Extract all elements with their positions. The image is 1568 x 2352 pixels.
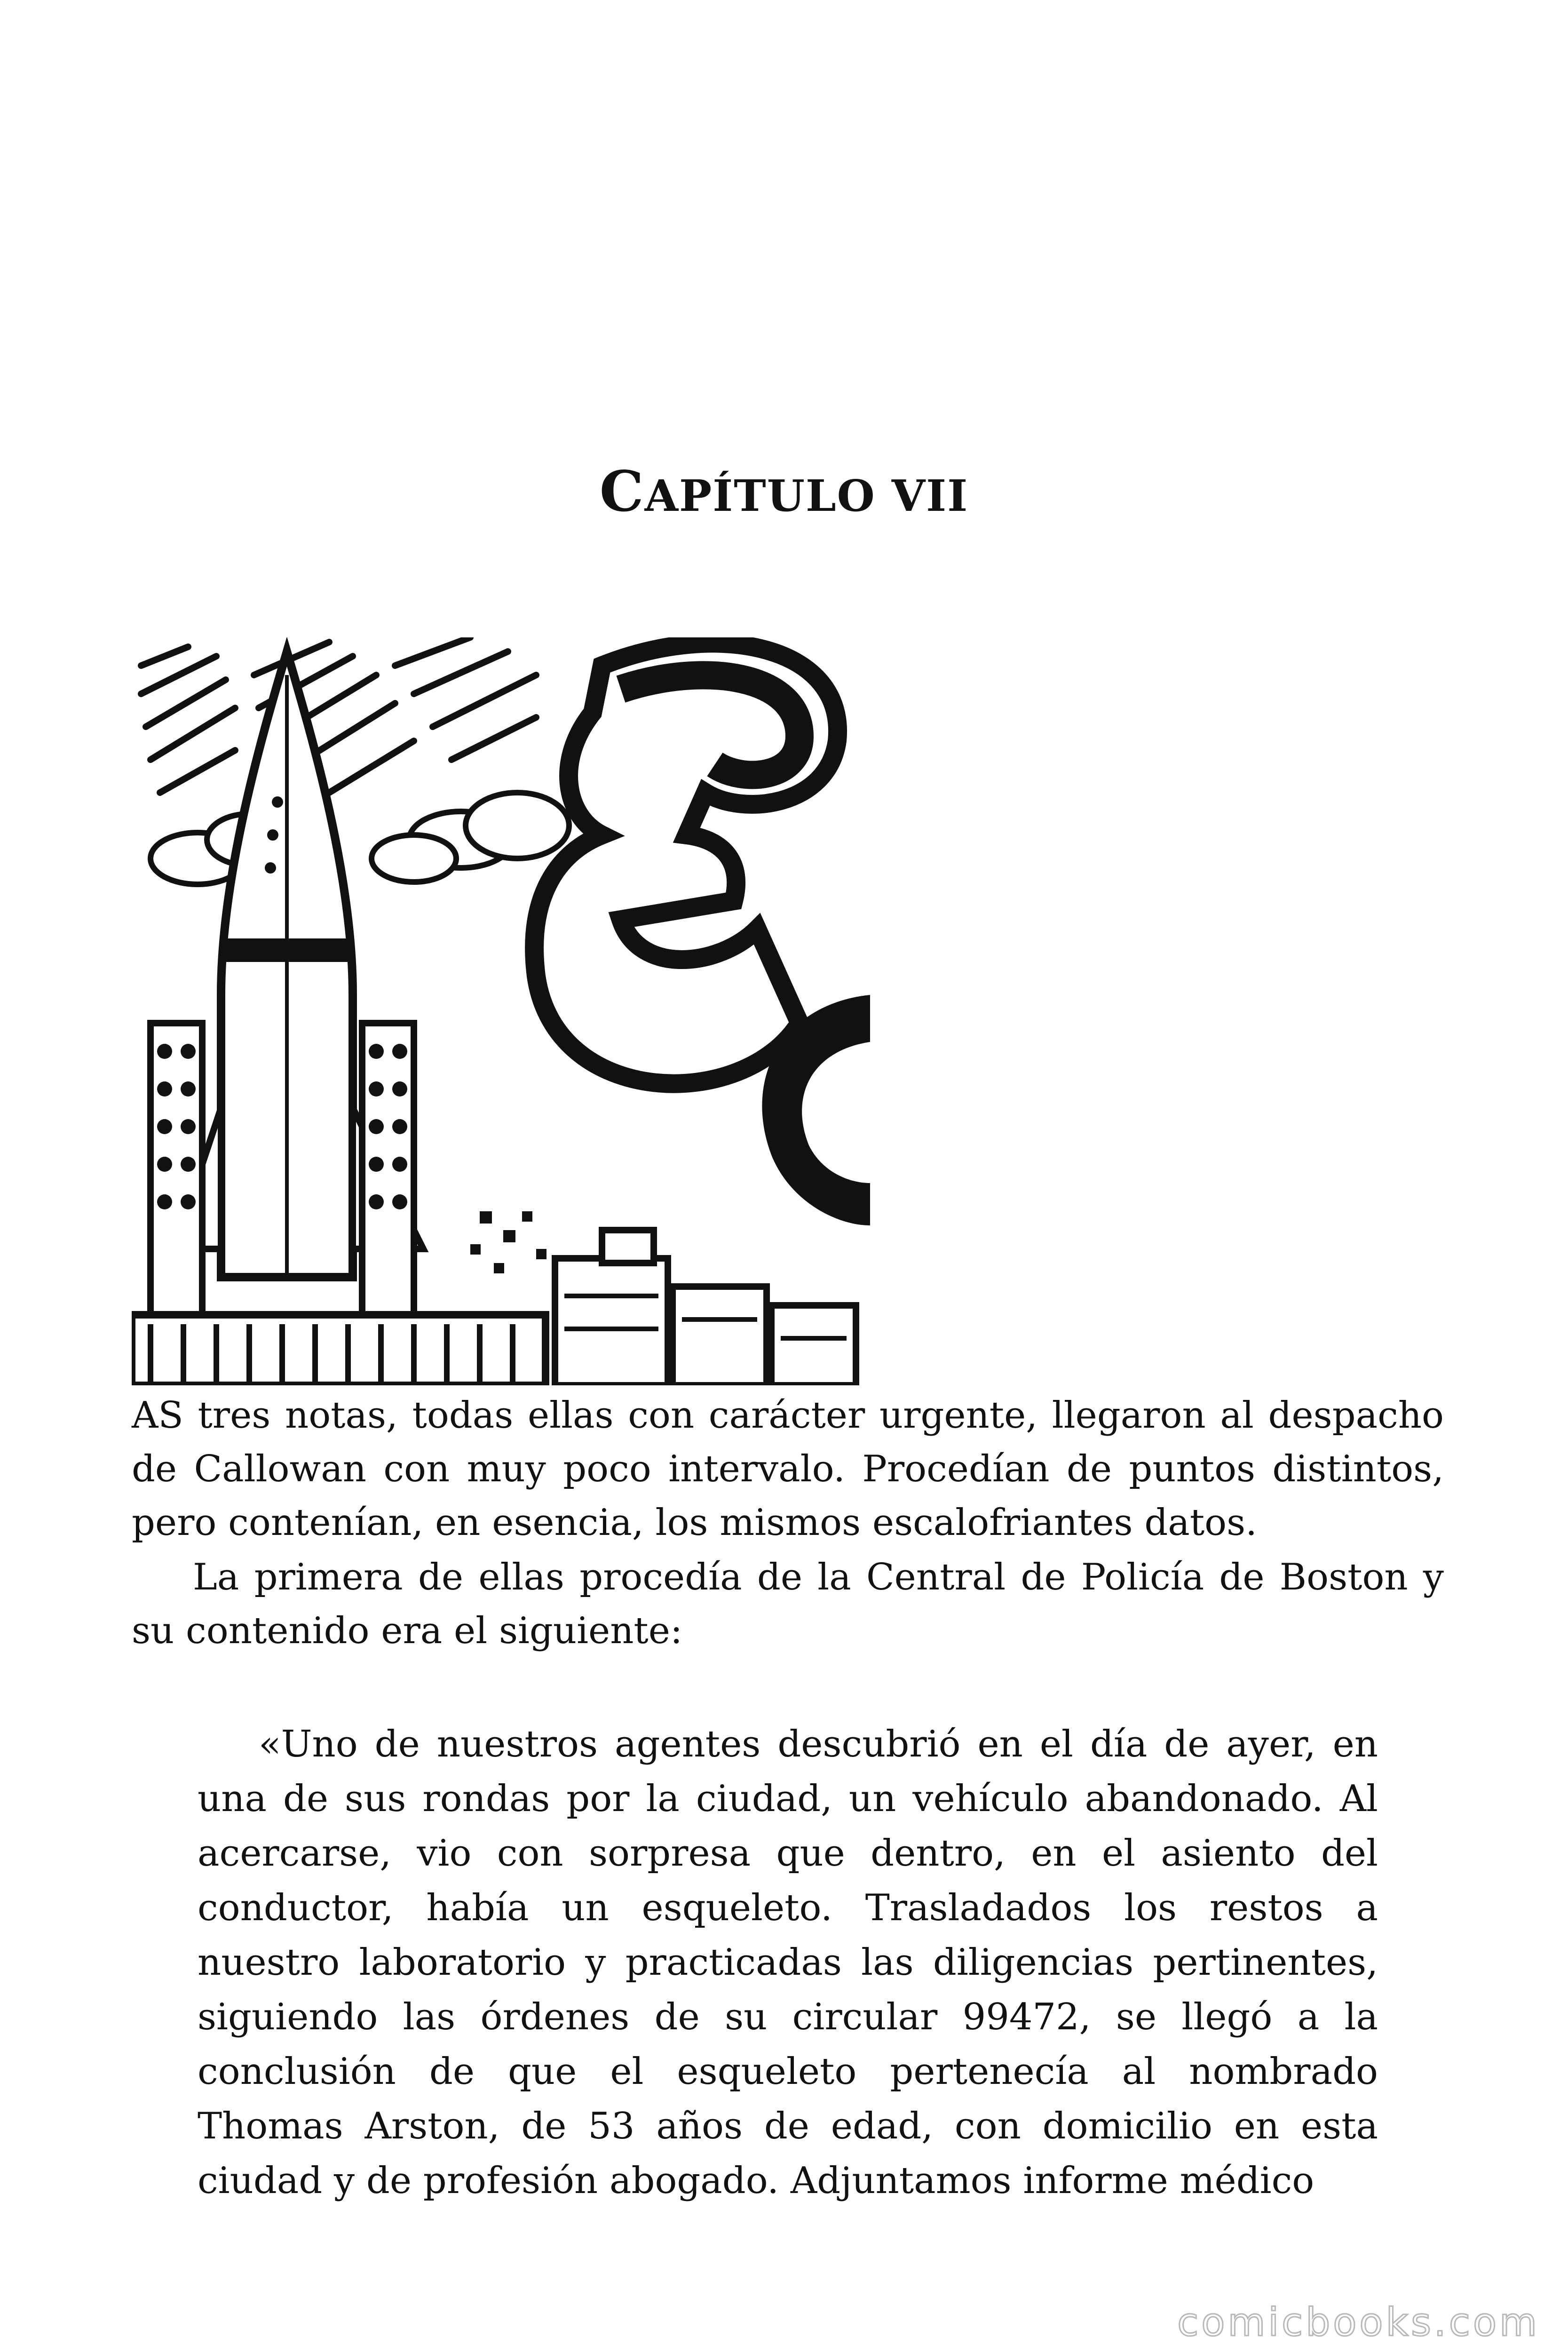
drop-cap-illustration xyxy=(132,637,870,1385)
chapter-title xyxy=(0,459,1568,524)
chapter-title-rest: APÍTULO VII xyxy=(644,470,969,521)
quoted-police-report: «Uno de nuestros agentes descubrió en el día de ayer, en una de sus rondas por la ciudad, un vehículo abandonado. Al acercarse, vio con sorpresa que dentro, en el asiento del conductor, había un esqueleto. Trasladados los restos a nuestro laboratorio y practicadas las diligencias pertinentes, siguiendo las órdenes de su circular 99472, se llegó a la conclusión de que el esqueleto pertenecía al nombrado Thomas Arston, de 53 años de edad, con domicilio en esta ciudad y de profesión abogado. Adjuntamos informe médico xyxy=(198,1723,1378,2202)
chapter-title-initial: C xyxy=(599,459,645,524)
paragraph-second: La primera de ellas procedía de la Central de Policía de Boston y su contenido era el siguiente: xyxy=(132,1556,1444,1652)
rocket-city-illustration-icon xyxy=(132,637,870,1385)
watermark: comicbooks.com xyxy=(1177,2300,1540,2345)
paragraph-opening: AS tres notas, todas ellas con carácter urgente, llegaron al despacho de Callowan con muy poco intervalo. Procedían de puntos distintos, pero contenían, en esencia, los mismos escalofriantes datos. xyxy=(132,1394,1444,1544)
